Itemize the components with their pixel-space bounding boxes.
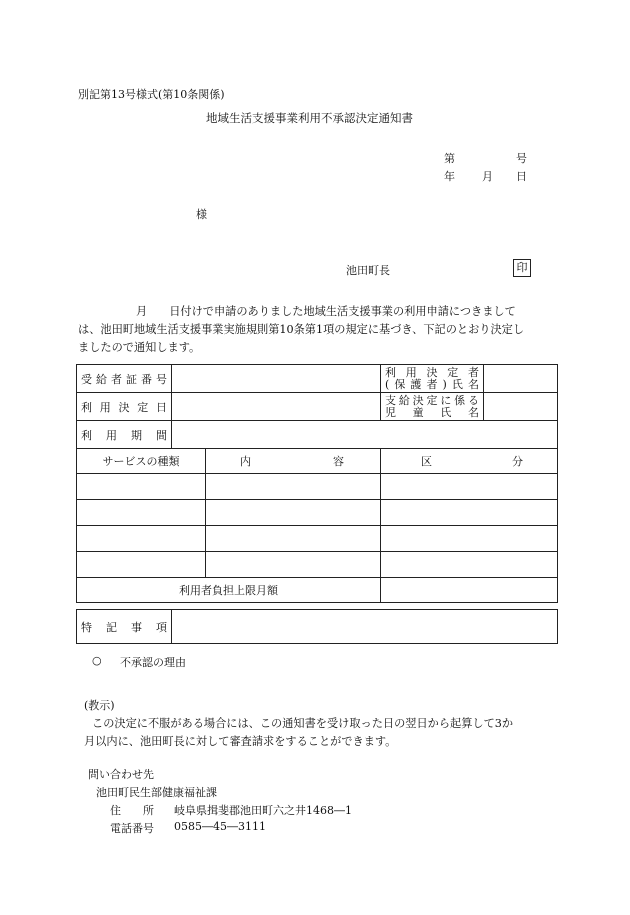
service-type-cell [77,500,206,526]
child-name-value [484,393,558,421]
recipient-id-value [172,365,381,393]
issuer-name: 池田町長 [346,264,390,277]
category-cell [381,552,558,578]
service-type-cell [77,474,206,500]
contact-phone-label: 電話番号 [110,822,154,835]
content-cell [206,500,381,526]
contact-phone: 0585―45―3111 [174,820,266,833]
service-type-cell [77,526,206,552]
child-name-label: 支給決定に係る 児童氏名 [381,393,484,421]
body-line-3: ましたので通知します。 [78,341,201,354]
period-value [172,421,558,449]
table-row [77,500,558,526]
content-cell [206,552,381,578]
decision-person-label: 利用決定者 (保護者)氏名 [381,365,484,393]
decision-date-value [172,393,381,421]
date-day: 日 [516,170,527,183]
instruction-heading: (教示) [84,699,115,712]
table-row [77,526,558,552]
decision-date-label: 利用決定日 [77,393,172,421]
table-row [77,552,558,578]
instruction-line-2: 月以内に、池田町長に対して審査請求をすることができます。 [84,735,397,748]
monthly-cap-value [381,578,558,603]
decision-form-table [76,364,558,603]
instruction-line-1: この決定に不服がある場合には、この通知書を受け取った日の翌日から起算して3か [92,717,514,730]
special-notes-label: 特記事項 [77,610,172,644]
body-line-2: は、池田町地域生活支援事業実施規則第10条第1項の規定に基づき、下記のとおり決定し [78,323,525,336]
contact-address: 岐阜県揖斐郡池田町六之井1468―1 [174,804,352,817]
document-title: 地域生活支援事業利用不承認決定通知書 [206,111,413,125]
decision-person-value [484,365,558,393]
contact-address-label: 住所 [110,804,154,817]
reason-bullet: ○ [92,654,102,667]
period-label: 利用期間 [77,421,172,449]
category-header: 区 分 [381,449,558,474]
content-cell [206,474,381,500]
table-row [77,474,558,500]
special-notes-value [172,610,558,644]
recipient-id-label: 受給者証番号 [77,365,172,393]
special-notes-table [76,609,558,644]
date-year: 年 [444,170,455,183]
date-month: 月 [482,170,493,183]
body-month: 月 [136,305,148,318]
reason-label: 不承認の理由 [120,656,186,669]
recipient-honorific: 様 [196,208,207,221]
number-suffix: 号 [516,152,527,165]
contact-department: 池田町民生部健康福祉課 [96,786,217,799]
content-header: 内 容 [206,449,381,474]
form-reference: 別記第13号様式(第10条関係) [78,88,225,101]
service-type-cell [77,552,206,578]
contact-heading: 問い合わせ先 [88,768,154,781]
service-type-header: サービスの種類 [77,449,206,474]
category-cell [381,500,558,526]
category-cell [381,526,558,552]
body-line-1: 日付けで申請のありました地域生活支援事業の利用申請につきまして [169,305,516,318]
seal-mark: 印 [513,259,531,277]
monthly-cap-label: 利用者負担上限月額 [77,578,381,603]
category-cell [381,474,558,500]
number-prefix: 第 [444,152,455,165]
content-cell [206,526,381,552]
notice-paragraph [78,303,558,357]
